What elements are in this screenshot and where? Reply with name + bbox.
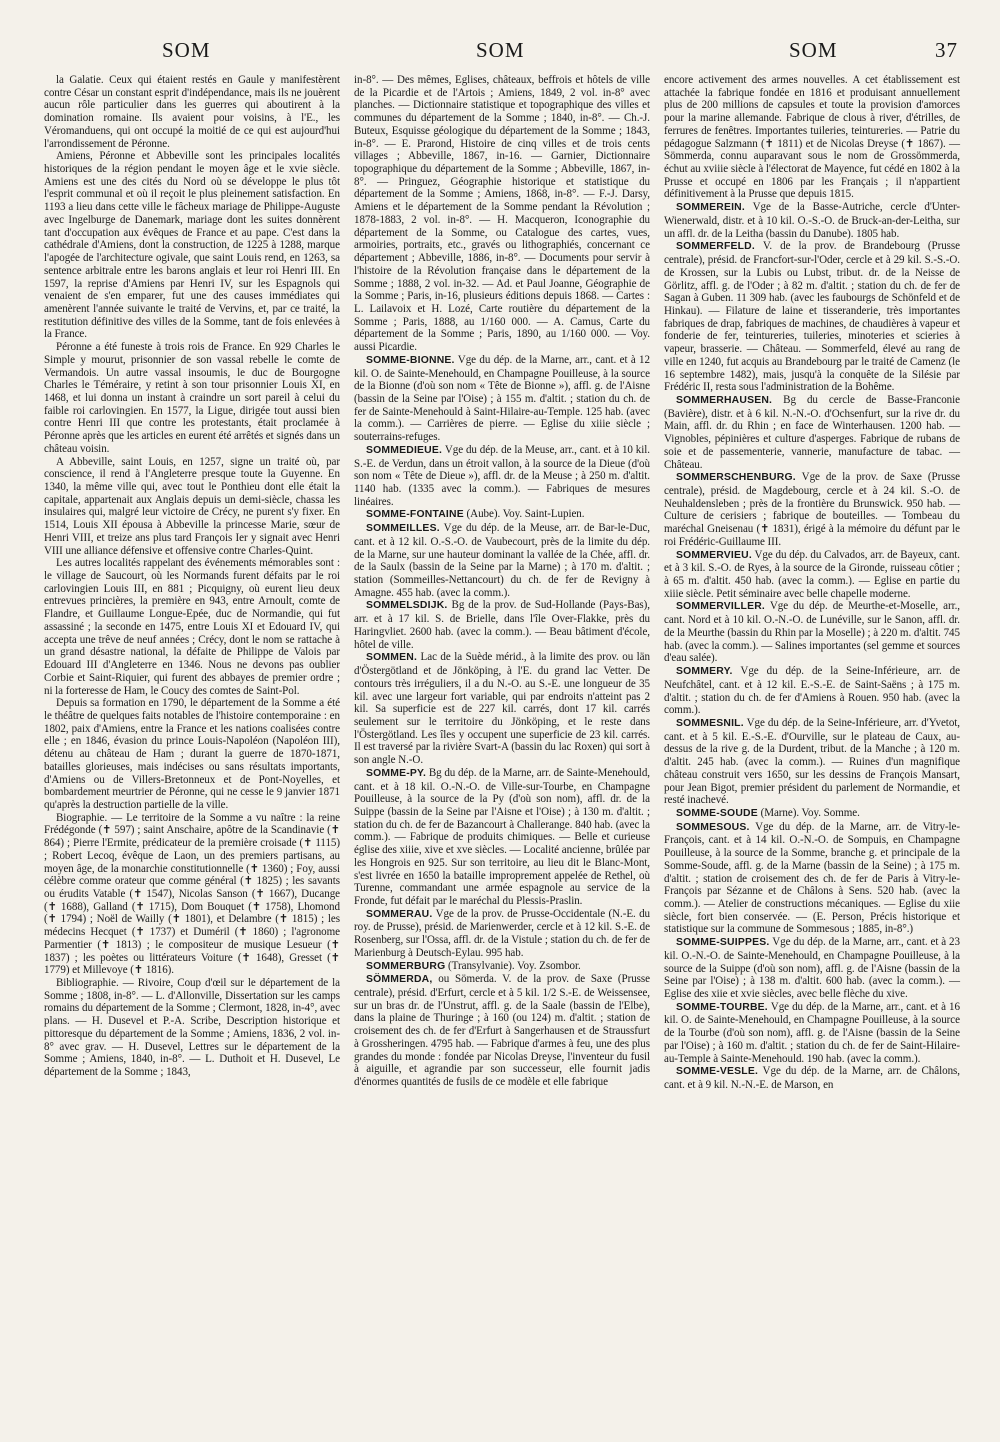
- dictionary-entry: [354, 444, 650, 509]
- entry-headword: SOMME-SUIPPES.: [676, 937, 770, 949]
- entry-text: Lac de la Suède mérid., à la limite des prov. ou län d'Östergötland et de Jönköping, à l'E. du grand lac Vetter. De contours très irréguliers, il a du N.-O. au S.-E. une longueur de 35 kil. avec une largeur fort variable, qui par endroits n'atteint pas 2 kil. Sa superficie est de 227 kil. carrés, dont 17 kil. carrés seulement sur le territoire du Jönköping, et le reste dans l'Östergötland. Les îles y occupent une superficie de 23 kil. carrés. Il est traversé par la rivière Svart-A (bassin du lac Roxen) qui sort à son angle N.-O.: [354, 651, 650, 767]
- entry-headword: SOMMEREIN.: [676, 202, 745, 214]
- dictionary-entry: [664, 821, 960, 936]
- entry-headword: SÖMMERDA,: [366, 974, 433, 986]
- entry-headword: SOMME-SOUDE: [676, 807, 758, 819]
- entry-headword: SOMMERBURG: [366, 960, 446, 972]
- entry-text: Bg de la prov. de Sud-Hollande (Pays-Bas), arr. et à 17 kil. S. de Brielle, dans l'île Over-Flakke, près du Haringvliet. 2600 hab. (avec la comm.). — Beau bâtiment d'école, hôtel de ville.: [354, 599, 650, 651]
- dictionary-entry: [354, 973, 650, 1088]
- entry-text: Vge du dép. du Calvados, arr. de Bayeux, cant. et à 3 kil. S.-O. de Ryes, à la source de la Gironde, ruisseau côtier ; à 65 m. d'altit. 450 hab. (avec la comm.). — Eglise en partie du xiiie siècle. Petit séminaire avec belle chapelle moderne.: [664, 548, 960, 600]
- dictionary-entry: [664, 665, 960, 717]
- entry-text: (Transylvanie). Voy. Zsombor.: [445, 959, 581, 972]
- entry-text: Amiens, Péronne et Abbeville sont les principales localités historiques de la région pendant le moyen âge et le xvie siècle. Amiens est une des cités du Nord où se développe le plus tôt l'esprit communal et où il reçoit le plus pleinement satisfaction. En 1193 a lieu dans cette ville le fâcheux mariage de Philippe-Auguste avec Ingelburge de Danemark, mariage dont les suites donnèrent tant d'occupation aux évêques de France et au pape. C'est dans la cathédrale d'Amiens, dont la construction, de 1225 à 1288, marque l'apogée de l'architecture ogivale, que saint Louis rend, en 1263, sa sentence arbitrale entre les barons anglais et leur roi Henri III. En 1597, la reprise d'Amiens par Henri IV, sur les Espagnols qui venaient de s'en emparer, fut une des causes immédiates qui amenèrent l'année suivante le traité de Vervins, et, par ce traité, la restitution définitive des villes de la Somme, tant de fois enlevées à la France.: [44, 150, 340, 341]
- text-paragraph: [44, 150, 340, 341]
- dictionary-entry: [664, 1065, 960, 1091]
- text-paragraph: [44, 341, 340, 455]
- entry-text: A Abbeville, saint Louis, en 1257, signe un traité où, par conscience, il rend à l'Angleterre presque toute la Guyenne. En 1340, la même ville qui, avec tout le Ponthieu dont elle était la capitale, appartenait aux Anglais depuis un demi-siècle, chassa les insulaires qui, malgré leur victoire de Crécy, ne purent s'y fixer. En 1514, Louis XII épousa à Abbeville la princesse Marie, sœur de Henri VIII, et treize ans plus tard François Ier y signait avec Henri VIII une alliance défensive et offensive contre Charles-Quint.: [44, 455, 340, 557]
- entry-text: Vge du dép. de la Marne, arr., cant. et à 23 kil. O.-N.-O. de Sainte-Menehould, en Champagne Pouilleuse, à la source de la Suippe (d'où son nom), affl. g. de l'Aisne (bassin de la Seine par l'Oise) ; à 138 m. d'altit. 600 hab. (avec la comm.). — Eglise des xiie et xvie siècles, avec belle flèche du xive.: [664, 936, 960, 1001]
- entry-text: la Galatie. Ceux qui étaient restés en Gaule y manifestèrent contre César un constant esprit d'indépendance, mais ils ne jouèrent aucun rôle particulier dans les guerres qui aboutirent à la domination romaine. Ils avaient pour voisins, à l'E., les Véromanduens, qui ont occupé la moitié de ce qui est aujourd'hui l'arrondissement de Péronne.: [44, 74, 340, 150]
- entry-text: Vge du dép. de la Marne, arr. de Châlons, cant. et à 9 kil. N.-N.-E. de Marson, en: [664, 1065, 960, 1092]
- entry-headword: SOMMERSCHENBURG.: [676, 472, 796, 484]
- page-number: 37: [935, 38, 958, 62]
- entry-headword: SOMMELSDIJK.: [366, 600, 448, 612]
- entry-text: (Aube). Voy. Saint-Lupien.: [463, 508, 585, 521]
- entry-text: Vge du dép. de la Meuse, arr. de Bar-le-Duc, cant. et à 12 kil. O.-S.-O. de Vaubecourt, près de la limite du dép. de la Marne, sur une hauteur dominant la vallée de la Chée, affl. dr. de la Saulx (bassin de la Seine par la Marne) ; à 170 m. d'altit. ; station (Sommeilles-Nettancourt) du ch. de fer de Revigny à Amagne. 455 hab. (avec la comm.).: [354, 522, 650, 599]
- dictionary-entry: [664, 201, 960, 240]
- text-paragraph: [44, 977, 340, 1079]
- dictionary-entry: [354, 508, 650, 522]
- text-paragraph: [44, 456, 340, 558]
- entry-headword: SOMMESOUS.: [676, 821, 750, 833]
- entry-headword: SOMMEN.: [366, 652, 418, 664]
- header-right-guide-word: SOM: [789, 38, 838, 62]
- entry-headword: SOMMERHAUSEN.: [676, 394, 773, 406]
- dictionary-entry: [664, 936, 960, 1001]
- dictionary-entry: [664, 807, 960, 821]
- dictionary-entry: [664, 394, 960, 471]
- entry-text: Vge du dép. de la Marne, arr., cant. et à 12 kil. O. de Sainte-Menehould, en Champagne Pouilleuse, à la source de la Bionne (d'où son nom « Tête de Bionne »), affl. g. de l'Aisne (bassin de la Seine par l'Oise) ; à 155 m. d'altit. ; station du ch. de fer de Sainte-Menehould à Saint-Hilaire-au-Temple. 125 hab. (avec la comm.). — Carrières de pierre. — Eglise du xiiie siècle ; souterrains-refuges.: [354, 353, 650, 444]
- running-header: [44, 38, 964, 74]
- entry-text: Vge du dép. de la Seine-Inférieure, arr. d'Yvetot, cant. et à 5 kil. E.-S.-E. d'Ourville, sur le plateau de Caux, au-dessus de la rive g. de la Durdent, tribut. de la Manche ; à 120 m. d'altit. 245 hab. (avec la comm.). — Ruines d'un magnifique château construit vers 1650, sur les dessins de François Mansart, pour Jean Bigot, premier président du parlement de Normandie, et resté inachevé.: [664, 716, 960, 807]
- entry-text: Vge de la prov. de Prusse-Occidentale (N.-E. du roy. de Prusse), présid. de Marienwerder, cercle et à 12 kil. S.-E. de Rosenberg, sur l'Ossa, affl. dr. de la Vistule ; station du ch. de fer de Marienburg à Deutsch-Eylau. 995 hab.: [354, 907, 650, 959]
- dictionary-entry: [664, 1001, 960, 1066]
- text-paragraph: [44, 812, 340, 977]
- entry-headword: SOMMERFELD.: [676, 241, 755, 253]
- text-paragraph: [664, 74, 960, 201]
- entry-text: V. de la prov. de Brandebourg (Prusse centrale), présid. de Francfort-sur-l'Oder, cercle et à 29 kil. S.-S.-O. de Krossen, sur la Lubis ou Lubst, tribut. dr. de la Neisse de Görlitz, affl. g. de l'Oder ; à 82 m. d'altit. ; station du ch. de fer de Sagan à Guben. 11 309 hab. (avec les faubourgs de Schönfeld et de Hinkau). — Filature de laine et tisseranderie, très importantes fabriques de drap, fabriques de machines, de chaudières à vapeur et fonderie de fer, teintureries, tuileries, minoteries et scieries à vapeur, brasserie. — Château. — Sommerfeld, élevé au rang de ville en 1240, fut acquis au Brandebourg par le traité de Camenz (le 16 septembre 1482), mais, jusqu'à la conquête de la Silésie par Frédéric II, resta sous l'administration de la Bohême.: [664, 240, 960, 394]
- entry-headword: SOMMERVILLER.: [676, 601, 766, 613]
- entry-text: Depuis sa formation en 1790, le département de la Somme a été le théâtre de quelques faits notables de l'histoire contemporaine : en 1802, paix d'Amiens, entre la France et les nations coalisées contre elle ; en 1846, évasion du prince Louis-Napoléon (Napoléon III), détenu au château de Ham ; durant la guerre de 1870-1871, batailles glorieuses, mais indécises ou sans résultats importants, d'Amiens ou de Villers-Bretonneux et de Pont-Noyelles, et bombardement meurtrier de Péronne, qui ne cesse le 9 janvier 1871 qu'après la destruction partielle de la ville.: [44, 697, 340, 811]
- dictionary-entry: [354, 522, 650, 599]
- entry-headword: SOMME-VESLE.: [676, 1066, 759, 1078]
- entry-text: Vge du dép. de la Meuse, arr., cant. et à 10 kil. S.-E. de Verdun, dans un étroit vallon, à la source de la Dieue (d'où son nom « Tête de Dieue »), affl. dr. de la Meuse ; à 250 m. d'altit. 1140 hab. (1335 avec la comm.). — Fabriques de mesures linéaires.: [354, 443, 650, 508]
- entry-headword: SOMME-TOURBE.: [676, 1001, 768, 1013]
- entry-text: (Marne). Voy. Somme.: [757, 806, 860, 819]
- entry-headword: SOMMESNIL.: [676, 717, 744, 729]
- entry-headword: SOMMERAU.: [366, 908, 433, 920]
- header-left-guide-word: SOM: [162, 38, 211, 62]
- entry-text: Vge de la prov. de Saxe (Prusse centrale), présid. de Magdebourg, cercle et à 24 kil. S.-O. de Neuhaldensleben ; près de la frontière du Brunswick. 950 hab. — Culture de cerisiers ; fabrique de bouteilles. — Tombeau du maréchal Gneisenau (✝ 1831), érigé à la mémoire du défunt par le roi Frédéric-Guillaume III.: [664, 471, 960, 548]
- dictionary-entry: [664, 600, 960, 665]
- entry-text: Vge de la Basse-Autriche, cercle d'Unter-Wienerwald, distr. et à 10 kil. O.-S.-O. de Bruck-an-der-Leitha, sur un affl. dr. de la Leitha (bassin du Danube). 1805 hab.: [664, 201, 960, 240]
- entry-headword: SOMMERY.: [676, 666, 733, 678]
- dictionary-entry: [354, 960, 650, 974]
- entry-headword: SOMMERVIEU.: [676, 549, 752, 561]
- dictionary-entry: [664, 240, 960, 394]
- dictionary-entry: [354, 908, 650, 960]
- entry-headword: SOMMEILLES.: [366, 523, 440, 535]
- entry-headword: SOMMEDIEUE.: [366, 444, 443, 456]
- text-paragraph: [44, 697, 340, 811]
- entry-text: Biographie. — Le territoire de la Somme a vu naître : la reine Frédégonde (✝ 597) ; saint Anschaire, apôtre de la Scandinavie (✝ 864) ; Pierre l'Ermite, prédicateur de la première croisade (✝ 1115) ; Robert Lecoq, évêque de Laon, un des premiers partisans, au moyen âge, de la monarchie constitutionnelle (✝ 1360) ; Foy, aussi célèbre comme orateur que comme général (✝ 1825) ; les savants ou érudits Vatable (✝ 1547), Nicolas Sanson (✝ 1667), Ducange (✝ 1688), Galland (✝ 1715), Dom Bouquet (✝ 1758), Lhomond (✝ 1794) ; Noël de Wailly (✝ 1801), et Delambre (✝ 1815) ; les médecins Hecquet (✝ 1737) et Duméril (✝ 1860) ; l'agronome Parmentier (✝ 1813) ; le compositeur de musique Lesueur (✝ 1837) ; les poètes ou littérateurs Voiture (✝ 1648), Gresset (✝ 1779) et Millevoye (✝ 1816).: [44, 811, 340, 977]
- entry-text: Vge du dép. de Meurthe-et-Moselle, arr., cant. Nord et à 10 kil. O.-N.-O. de Lunéville, sur le Sanon, affl. dr. de la Meurthe (bassin du Rhin par la Moselle) ; à 220 m. d'altit. 745 hab. (avec la comm.). — Salines importantes (sel gemme et sources d'eau salée).: [664, 600, 960, 665]
- dictionary-entry: [664, 717, 960, 807]
- entry-text: Bibliographie. — Rivoire, Coup d'œil sur le département de la Somme ; 1808, in-8°. — L. d'Allonville, Dissertation sur les camps romains du département de la Somme ; Clermont, 1828, in-4°, avec plans. — H. Dusevel et P.-A. Scribe, Description historique et pittoresque du département de la Somme ; Amiens, 1836, 2 vol. in-8° avec grav. — H. Dusevel, Lettres sur le département de la Somme ; Amiens, 1840, in-8°. — L. Duthoit et H. Dusevel, Le département de la Somme ; 1843,: [44, 977, 340, 1079]
- entry-text: Vge du dép. de la Marne, arr., cant. et à 16 kil. O. de Sainte-Menehould, en Champagne Pouilleuse, à la source de la Tourbe (d'où son nom), affl. g. de l'Aisne (bassin de la Seine par l'Oise) ; à 160 m. d'altit. ; station du ch. de fer de Saint-Hilaire-au-Temple à Sainte-Menehould. 190 hab. (avec la comm.).: [664, 1000, 960, 1065]
- column-right: [664, 74, 960, 1092]
- dictionary-entry: [664, 549, 960, 601]
- text-paragraph: [354, 74, 650, 354]
- entry-text: ou Sömerda. V. de la prov. de Saxe (Prusse centrale), présid. d'Erfurt, cercle et à 5 kil. 1/2 S.-E. de Weissensee, sur un bras dr. de l'Unstrut, affl. g. de la Saale (bassin de l'Elbe), dans la plaine de Thuringe ; à 160 (ou 124) m. d'altit. ; station de croisement des ch. de fer d'Erfurt à Sangerhausen et de Straussfurt à Grossheringen. 4795 hab. — Fabrique d'armes à feu, une des plus grandes du monde : fondée par Nicolas Dreyse, l'inventeur du fusil à aiguille, et agrandie par son successeur, elle fournit jadis d'énormes quantités de fusils de ce modèle et elle fabrique: [354, 973, 650, 1089]
- column-left: [44, 74, 340, 1092]
- entry-text: in-8°. — Des mêmes, Eglises, châteaux, beffrois et hôtels de ville de la Picardie et de l'Artois ; Amiens, 1849, 2 vol. in-8° avec planches. — Dictionnaire statistique et topographique des villes et communes du département de la Somme ; 1840, in-8°. — Ch.-J. Buteux, Esquisse géologique du département de la Somme ; 1843, in-8°. — E. Prarond, Histoire de cinq villes et de trois cents villages ; Abbeville, 1867, in-16. — Garnier, Dictionnaire topographique du département de la Somme ; Abbeville, 1867, in-8°. — Pringuez, Géographie historique et statistique du département de la Somme ; Amiens, 1868, in-8°. — F.-J. Darsy, Amiens et le département de la Somme pendant la Révolution ; 1878-1883, 2 vol. in-8°. — H. Macqueron, Iconographie du département de la Somme, ou Catalogue des cartes, vues, armoiries, portraits, etc., gravés ou lithographiés, concernant ce département ; Abbeville, 1886, in-8°. — Documents pour servir à l'histoire de la Révolution française dans le département de la Somme ; 1888, 2 vol. in-32. — Ad. et Paul Joanne, Géographie de la Somme ; Paris, in-16, plusieurs éditions depuis 1868. — Cartes : L. Lailavoix et H. Lozé, Carte routière du département de la Somme ; Paris, 1888, au 1/160 000. — A. Camus, Carte du département de la Somme ; Paris, 1890, au 1/160 000. — Voy. aussi Picardie.: [354, 74, 650, 354]
- entry-headword: SOMME-PY.: [366, 767, 427, 779]
- header-center-guide-word: SOM: [476, 38, 525, 62]
- dictionary-entry: [354, 651, 650, 766]
- entry-text: Les autres localités rappelant des événements mémorables sont : le village de Saucourt, où les Normands furent défaits par le roi carlovingien Louis III, en 881 ; Picquigny, où eurent lieu deux entrevues princières, la première en 943, entre Arnoult, comte de Flandre, et Guillaume Longue-Epée, duc de Normandie, qui fut assassiné ; la seconde en 1475, entre Louis XI et Edouard IV, qui accepta une trêve de neuf années ; Crécy, dont le nom se rattache à un grand désastre national, la défaite de Philippe de Valois par Edouard III d'Angleterre en 1346. Nous ne devons pas oublier Corbie et Saint-Riquier, qui furent des abbayes de premier ordre ; ni la forteresse de Ham, le Coucy des comtes de Saint-Pol.: [44, 557, 340, 697]
- dictionary-entry: [664, 471, 960, 548]
- entry-headword: SOMME-FONTAINE: [366, 509, 464, 521]
- text-paragraph: [44, 557, 340, 697]
- entry-text: Bg du cercle de Basse-Franconie (Bavière), distr. et à 6 kil. N.-N.-O. d'Ochsenfurt, sur la rive dr. du Main, affl. dr. du Rhin ; en face de Winterhausen. 1200 hab. — Vignobles, pépinières et culture d'asperges. Fabrique de rubans de soie et de passementerie, vannerie, manufacture de tabac. — Château.: [664, 393, 960, 471]
- entry-text: encore activement des armes nouvelles. A cet établissement est attachée la fabrique fondée en 1816 et produisant annuellement plus de 200 millions de capsules et toute la provision d'amorces pour la marine allemande. Fabrique de clous à river, d'étrilles, de ferrures de fenêtres. Importantes tuileries, teintureries. — Patrie du pédagogue Salzmann (✝ 1811) et de Nicolas Dreyse (✝ 1867). — Sömmerda, connu auparavant sous le nom de Grossömmerda, échut au xviiie siècle à l'électorat de Mayence, fut cédé en 1802 à la Prusse et occupé en 1806 par les Français ; il n'appartient définitivement à la Prusse que depuis 1815.: [664, 74, 960, 201]
- entry-headword: SOMME-BIONNE.: [366, 354, 455, 366]
- dictionary-entry: [354, 599, 650, 651]
- entry-text: Vge du dép. de la Seine-Inférieure, arr. de Neufchâtel, cant. et à 12 kil. E.-S.-E. de Saint-Saëns ; à 175 m. d'altit. ; station du ch. de fer d'Amiens à Rouen. 950 hab. (avec la comm.).: [664, 665, 960, 717]
- text-columns: [44, 74, 964, 1092]
- entry-text: Bg du dép. de la Marne, arr. de Sainte-Menehould, cant. et à 18 kil. O.-N.-O. de Ville-sur-Tourbe, en Champagne Pouilleuse, à la source de la Py (d'où son nom), affl. dr. de la Suippe (bassin de la Seine par l'Aisne et l'Oise) ; à 130 m. d'altit. ; station du ch. de fer de Bazancourt à Challerange. 840 hab. (avec la comm.). — Fabrique de produits chimiques. — Belle et curieuse église des xiiie, xive et xve siècles. — Localité ancienne, brûlée par les Hongrois en 925. Sur son territoire, au lieu dit le Blanc-Mont, s'est livrée en 1650 la bataille improprement appelée de Rethel, où Turenne, commandant une armée espagnole au service de la Fronde, fut défait par le maréchal du Plessis-Praslin.: [354, 766, 650, 907]
- text-paragraph: [44, 74, 340, 150]
- column-middle: [354, 74, 650, 1092]
- entry-text: Vge du dép. de la Marne, arr. de Vitry-le-François, cant. et à 14 kil. O.-N.-O. de Sompuis, en Champagne Pouilleuse, à la source de la Somme, branche g. et principale de la Somme-Soude, affl. g. de la Marne (bassin de la Seine) ; à 175 m. d'altit. ; station de croisement des ch. de fer de Paris à Vitry-le-François par Sézanne et de Châlons à Sens. 520 hab. (avec la comm.). — Atelier de constructions mécaniques. — Eglise du xiie siècle, fort bien conservée. — (E. Person, Précis historique et statistique sur la commune de Sommesous ; 1885, in-8°.): [664, 820, 960, 936]
- dictionary-entry: [354, 354, 650, 444]
- dictionary-entry: [354, 767, 650, 908]
- entry-text: Péronne a été funeste à trois rois de France. En 929 Charles le Simple y mourut, prisonnier de son vassal rebelle le comte de Vermandois. Un autre vassal insoumis, le duc de Bourgogne Charles le Téméraire, y retint à son tour prisonnier Louis XI, en 1468, et lui donna un instant à craindre un sort pareil à celui du faible roi carlovingien. En 1577, la Ligue, dirigée tout aussi bien contre Henri III que contre les protestants, était proclamée à Péronne après que les articles en eurent été arrêtés et signés dans un château voisin.: [44, 341, 340, 455]
